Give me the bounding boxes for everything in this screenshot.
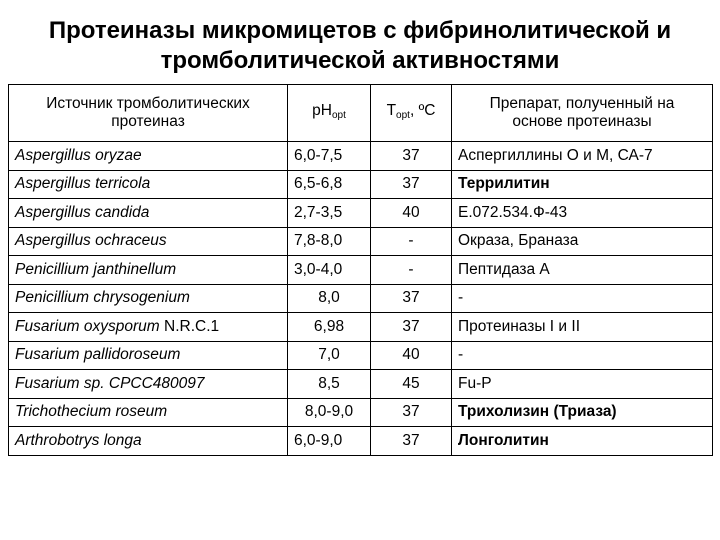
cell-source bbox=[9, 227, 288, 256]
cell-t: 37 bbox=[371, 170, 452, 199]
page-title bbox=[0, 16, 720, 76]
source-name: Aspergillus terricola bbox=[15, 175, 151, 193]
source-name: Aspergillus oryzae bbox=[15, 146, 142, 164]
source-name: Fusarium pallidoroseum bbox=[15, 346, 181, 364]
table-row bbox=[9, 398, 713, 427]
table-row bbox=[9, 313, 713, 342]
cell-ph: 8,0-9,0 bbox=[288, 398, 371, 427]
cell-t: 37 bbox=[371, 284, 452, 313]
cell-source bbox=[9, 199, 288, 228]
header-row bbox=[9, 85, 713, 142]
cell-t: 45 bbox=[371, 370, 452, 399]
cell-source bbox=[9, 284, 288, 313]
source-name: Trichothecium roseum bbox=[15, 403, 168, 421]
cell-prep: Окраза, Браназа bbox=[452, 227, 713, 256]
cell-t: 40 bbox=[371, 199, 452, 228]
cell-prep: Террилитин bbox=[452, 170, 713, 199]
header-t-sub: opt bbox=[396, 109, 410, 121]
source-name: Fusarium sp. CPCC480097 bbox=[15, 374, 205, 392]
cell-prep: Протеиназы I и II bbox=[452, 313, 713, 342]
source-strain: N.R.C.1 bbox=[159, 317, 220, 335]
table-row bbox=[9, 284, 713, 313]
cell-t: - bbox=[371, 256, 452, 285]
cell-t: 37 bbox=[371, 142, 452, 171]
cell-ph: 8,0 bbox=[288, 284, 371, 313]
cell-source bbox=[9, 427, 288, 456]
header-ph-sub: opt bbox=[331, 109, 346, 121]
source-name: Aspergillus ochraceus bbox=[15, 232, 167, 250]
cell-prep: Лонголитин bbox=[452, 427, 713, 456]
cell-ph: 7,0 bbox=[288, 341, 371, 370]
source-name: Penicillium janthinellum bbox=[15, 260, 177, 278]
header-prep-line-2: основе протеиназы bbox=[512, 113, 652, 130]
cell-ph: 3,0-4,0 bbox=[288, 256, 371, 285]
cell-prep: Е.072.534.Ф-43 bbox=[452, 199, 713, 228]
cell-ph: 2,7-3,5 bbox=[288, 199, 371, 228]
title-line-2: тромболитической активностями bbox=[160, 47, 560, 74]
cell-ph: 6,0-7,5 bbox=[288, 142, 371, 171]
header-prep-line-1: Препарат, полученный на bbox=[489, 95, 675, 112]
header-source-line-1: Источник тромболитических bbox=[46, 95, 250, 112]
cell-ph: 6,98 bbox=[288, 313, 371, 342]
header-t bbox=[371, 85, 452, 142]
cell-prep: - bbox=[452, 284, 713, 313]
cell-source bbox=[9, 256, 288, 285]
cell-prep: Трихолизин (Триаза) bbox=[452, 398, 713, 427]
table-row bbox=[9, 427, 713, 456]
cell-ph: 7,8-8,0 bbox=[288, 227, 371, 256]
header-source-line-2: протеиназ bbox=[111, 113, 185, 130]
table-row bbox=[9, 256, 713, 285]
header-prep bbox=[452, 85, 713, 142]
source-name: Fusarium oxysporum bbox=[15, 317, 160, 335]
cell-t: 40 bbox=[371, 341, 452, 370]
cell-ph: 6,0-9,0 bbox=[288, 427, 371, 456]
title-line-1: Протеиназы микромицетов с фибринолитической и bbox=[48, 17, 672, 44]
table-row bbox=[9, 227, 713, 256]
table-row bbox=[9, 370, 713, 399]
cell-prep: Fu-P bbox=[452, 370, 713, 399]
header-source bbox=[9, 85, 288, 142]
table-row bbox=[9, 341, 713, 370]
header-ph bbox=[288, 85, 371, 142]
header-ph-main: pH bbox=[312, 101, 332, 119]
cell-source bbox=[9, 370, 288, 399]
cell-prep: - bbox=[452, 341, 713, 370]
cell-source bbox=[9, 170, 288, 199]
cell-t: - bbox=[371, 227, 452, 256]
header-t-unit: , ºC bbox=[409, 101, 436, 119]
cell-t: 37 bbox=[371, 427, 452, 456]
table-row bbox=[9, 170, 713, 199]
cell-source bbox=[9, 142, 288, 171]
source-name: Penicillium chrysogenium bbox=[15, 289, 190, 307]
cell-t: 37 bbox=[371, 398, 452, 427]
cell-ph: 8,5 bbox=[288, 370, 371, 399]
cell-source bbox=[9, 398, 288, 427]
cell-prep: Пептидаза А bbox=[452, 256, 713, 285]
cell-source bbox=[9, 341, 288, 370]
cell-t: 37 bbox=[371, 313, 452, 342]
cell-prep: Аспергиллины О и М, СА-7 bbox=[452, 142, 713, 171]
source-name: Aspergillus candida bbox=[15, 203, 150, 221]
table-row bbox=[9, 142, 713, 171]
table-row bbox=[9, 199, 713, 228]
header-t-main: T bbox=[386, 101, 397, 119]
proteinase-table bbox=[8, 84, 713, 456]
cell-ph: 6,5-6,8 bbox=[288, 170, 371, 199]
cell-source bbox=[9, 313, 288, 342]
source-name: Arthrobotrys longa bbox=[15, 431, 142, 449]
